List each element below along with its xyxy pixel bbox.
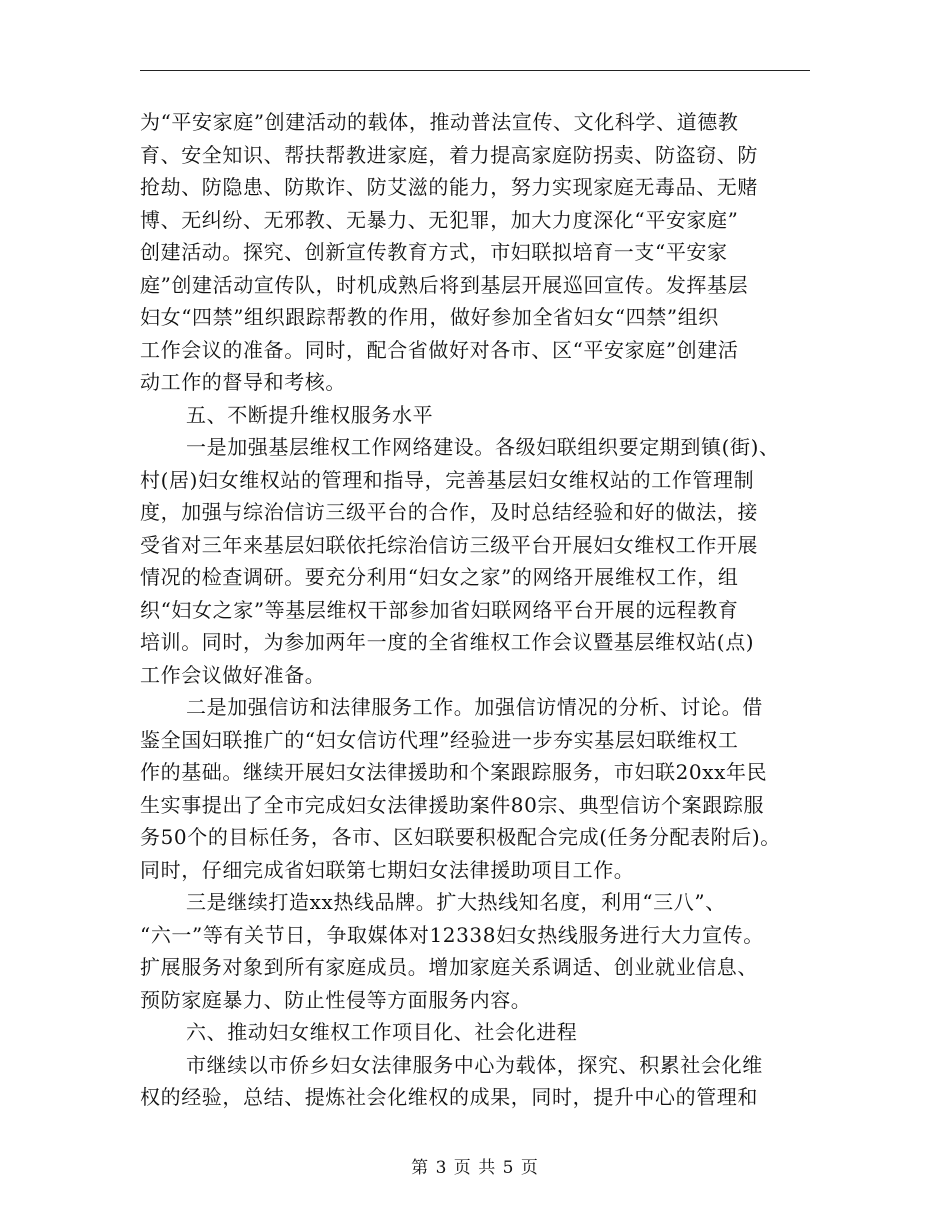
text-line: 同时，仔细完成省妇联第七期妇女法律援助项目工作。 [140,857,635,882]
text-line: 市继续以市侨乡妇女法律服务中心为载体，探究、积累社会化维 [186,1052,763,1077]
text-line: 预防家庭暴力、防止性侵等方面服务内容。 [140,987,532,1012]
text-line: 五、不断提升维权服务水平 [186,402,434,427]
text-line: 工作会议的准备。同时，配合省做好对各市、区“平安家庭”创建活 [140,337,739,362]
text-line: 动工作的督导和考核。 [140,370,346,394]
text-line: 务50个的目标任务，各市、区妇联要积极配合完成(任务分配表附后)。 [140,825,781,849]
text-line: 创建活动。探究、创新宣传教育方式，市妇联拟培育一支“平安家 [140,240,728,264]
text-line: 妇女“四禁”组织跟踪帮教的作用，做好参加全省妇女“四禁”组织 [140,305,719,329]
text-line: 作的基础。继续开展妇女法律援助和个案跟踪服务，市妇联20xx年民 [140,760,768,784]
text-line: 度，加强与综治信访三级平台的合作，及时总结经验和好的做法，接 [140,500,758,524]
text-line: 生实事提出了全市完成妇女法律援助案件80宗、典型信访个案跟踪服 [140,792,765,817]
text-line: 织“妇女之家”等基层维权干部参加省妇联网络平台开展的远程教育 [140,597,739,622]
text-line: 一是加强基层维权工作网络建设。各级妇联组织要定期到镇(街)、 [186,435,780,459]
text-line: 村(居)妇女维权站的管理和指导，完善基层妇女维权站的工作管理制 [140,467,755,492]
text-line: 扩展服务对象到所有家庭成员。增加家庭关系调适、创业就业信息、 [140,955,758,979]
text-line: 庭”创建活动宣传队，时机成熟后将到基层开展巡回宣传。发挥基层 [140,272,749,297]
page-footer: 第 3 页 共 5 页 [411,1158,539,1178]
text-line: 权的经验，总结、提炼社会化维权的成果，同时，提升中心的管理和 [140,1085,758,1109]
text-line: 育、安全知识、帮扶帮教进家庭，着力提高家庭防拐卖、防盗窃、防 [140,142,758,167]
text-line: 受省对三年来基层妇联依托综治信访三级平台开展妇女维权工作开展 [140,532,758,557]
text-line: 情况的检查调研。要充分利用“妇女之家”的网络开展维权工作，组 [140,565,739,589]
text-line: 六、推动妇女维权工作项目化、社会化进程 [186,1020,578,1044]
header-rule [140,70,810,71]
text-line: 培训。同时，为参加两年一度的全省维权工作会议暨基层维权站(点) [140,630,755,654]
text-line: “六一”等有关节日，争取媒体对12338妇女热线服务进行大力宣传。 [140,922,764,947]
text-line: 为“平安家庭”创建活动的载体，推动普法宣传、文化科学、道德教 [140,110,739,134]
text-line: 三是继续打造xx热线品牌。扩大热线知名度，利用“三八”、 [186,890,726,914]
document-body [140,106,810,1114]
text-line: 抢劫、防隐患、防欺诈、防艾滋的能力，努力实现家庭无毒品、无赌 [140,175,758,199]
text-line: 二是加强信访和法律服务工作。加强信访情况的分析、讨论。借 [186,695,763,719]
text-line: 工作会议做好准备。 [140,662,326,687]
text-line: 博、无纠纷、无邪教、无暴力、无犯罪，加大力度深化“平安家庭” [140,207,739,232]
text-line: 鉴全国妇联推广的“妇女信访代理”经验进一步夯实基层妇联维权工 [140,727,739,752]
